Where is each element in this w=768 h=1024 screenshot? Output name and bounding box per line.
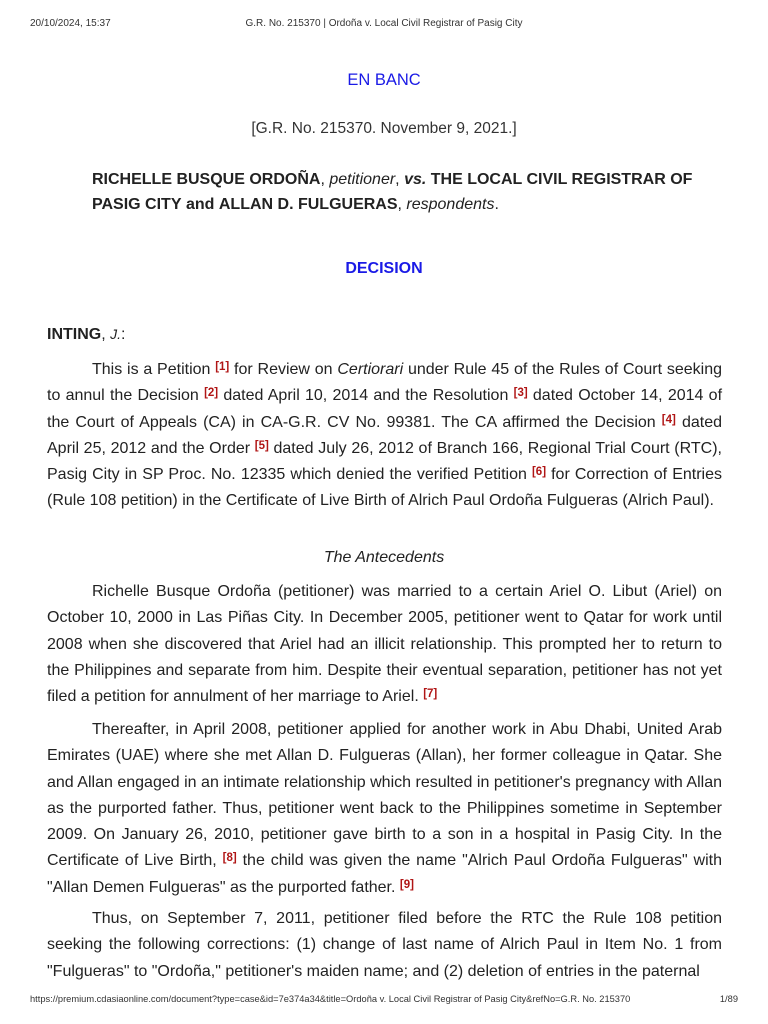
text-run: dated April 25, 2012 and the Order [47,413,723,457]
text-run: dated April 10, 2014 and the Resolution [218,387,514,405]
paragraph-4 [47,906,722,985]
text-run: This is a Petition [92,361,216,378]
text-run: Thereafter, in April 2008, petitioner applied for another work in Abu Dhabi, United Arab Emirates (UAE) where she met Allan D. Fulgueras (Allan), her former colleague in Qatar. She and Allan engaged in an intimate relationship which resulted in petitioner's pregnancy with Allan as the purported father. Thus, petitioner went back to the Philippines sometime in September 2009. On January 26, 2010, petitioner gave birth to a son in a hospital in Pasig City. In the Certificate of Live Birth, [47,721,722,870]
respondents-and: and [185,196,215,213]
text-run: dated July 26, 2012 of Branch 166, Regional Trial Court (RTC), Pasig City in SP Proc. No. 12335 which denied the verified Petition [47,439,723,484]
text-run-italic: Certiorari [337,361,404,378]
footnote-link-6[interactable]: [6] [531,466,547,479]
division-heading: EN BANC [347,71,421,89]
footnote-link-4[interactable]: [4] [661,413,676,426]
ponente-name: INTING [47,326,102,343]
ponente-title: J [110,326,118,342]
footnote-link-9[interactable]: [9] [399,878,414,891]
respondents-name-2: ALLAN D. FULGUERAS [218,196,398,213]
paragraph-1 [47,357,722,515]
text-run: seeking to annul the Decision [47,361,722,405]
versus-label: vs. [404,171,427,188]
petitioner-name: RICHELLE BUSQUE ORDOÑA [92,171,321,188]
footnote-link-1[interactable]: [1] [215,361,230,373]
ponente-line: INTING, J.: [47,326,126,343]
case-parties: RICHELLE BUSQUE ORDOÑA, petitioner, vs. THE LOCAL CIVIL REGISTRAR OF PASIG CITY and ALLAN D. FULGUERAS, respondents. [92,171,693,213]
antecedents-subheading: The Antecedents [323,549,445,566]
gr-number: [G.R. No. 215370. November 9, 2021.] [251,120,517,137]
footnote-link-3[interactable]: [3] [513,387,528,400]
text-run: dated October 14, 2014 of the Court of Appeals (CA) in CA-G.R. CV No. 99381. The CA affirmed the Decision [47,387,723,431]
page-counter: 1/89 [719,994,738,1004]
respondents-name-1: THE LOCAL CIVIL REGISTRAR OF PASIG CITY [92,171,693,213]
footnote-link-7[interactable]: [7] [423,688,438,701]
respondents-role: respondents [406,196,495,213]
print-timestamp: 20/10/2024, 15:37 [30,18,111,29]
petitioner-role: petitioner [329,171,396,188]
print-url: https://premium.cdasiaonline.com/document?type=case&id=7e374a34&title=Ordoña v. Local Civil Registrar of Pasig City&refNo=G.R. No. 215370 [30,994,631,1004]
footnote-link-2[interactable]: [2] [204,387,219,400]
text-run: for Correction of Entries (Rule 108 petition) in the Certificate of Live Birth of Alrich Paul Ordoña Fulgueras (Alrich Paul). [47,466,722,510]
text-run: Thus, on September 7, 2011, petitioner filed before the RTC the Rule 108 petition seeking the following corrections: (1) change of last name of Alrich Paul in Item No. 1 from "Fulgueras" to "Ordoña," petitioner's maiden name; and (2) deletion of entries in the paternal [47,910,722,980]
text-run: for Review on [229,361,338,378]
footnote-link-8[interactable]: [8] [222,852,237,865]
rules-of-court-link[interactable]: Rules of Court [559,361,663,378]
text-run: Richelle Busque Ordoña (petitioner) was married to a certain Ariel O. Libut (Ariel) on October 10, 2000 in Las Piñas City. In December 2005, petitioner went to Qatar for work until 2008 when she discovered that Ariel had an illicit relationship. This prompted her to return to the Philippines and separate from him. Despite their eventual separation, petitioner has not yet filed a petition for annulment of her marriage to Ariel. [47,583,722,706]
decision-heading: DECISION [345,260,423,277]
paragraph-3 [47,717,722,901]
text-run: the child was given the name "Alrich Paul Ordoña Fulgueras" with "Allan Demen Fulgueras" as the purported father. [47,852,723,896]
text-run: under Rule 45 of the [403,361,560,378]
print-page-title: G.R. No. 215370 | Ordoña v. Local Civil Registrar of Pasig City [245,18,523,29]
footnote-link-5[interactable]: [5] [254,439,269,452]
paragraph-2 [47,579,722,710]
